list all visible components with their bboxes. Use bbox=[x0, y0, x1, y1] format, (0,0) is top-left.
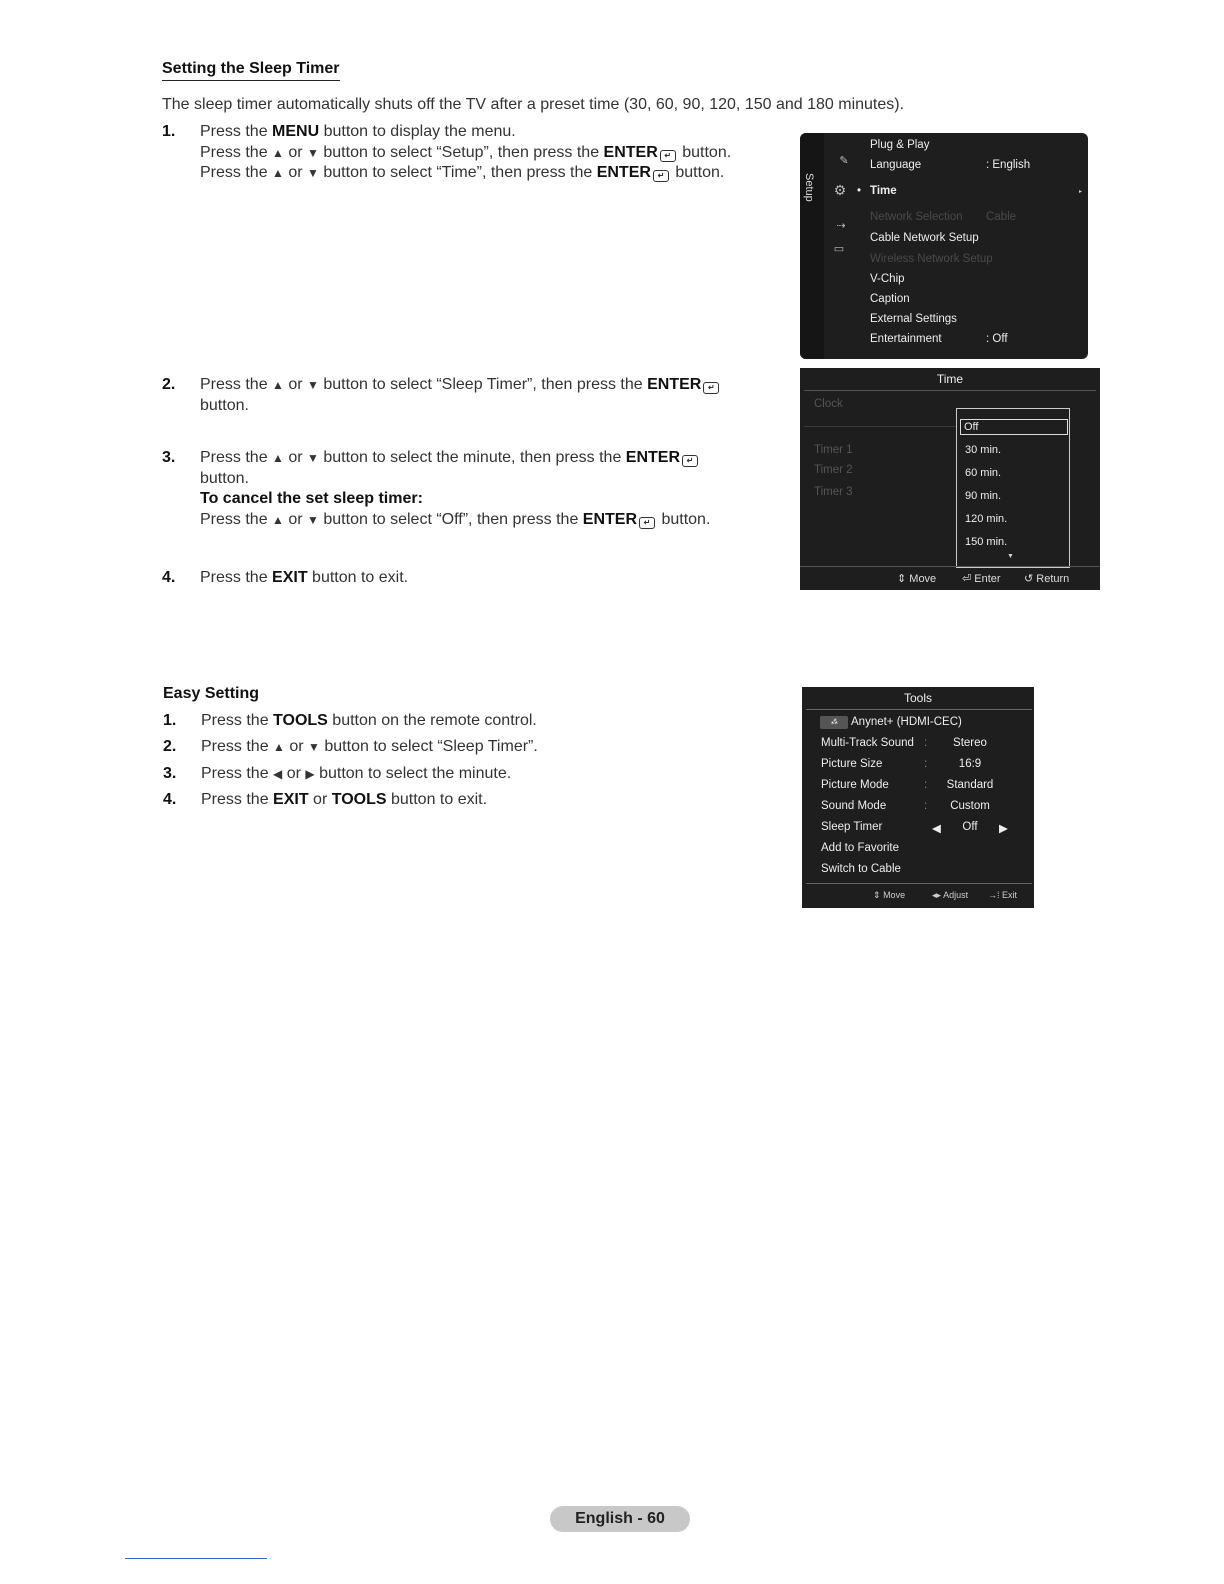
time-menu-item[interactable]: Timer 2 bbox=[814, 464, 853, 476]
footer-enter: Enter bbox=[974, 573, 1001, 585]
step-line: button. bbox=[200, 396, 249, 414]
setup-menu-item[interactable]: Caption bbox=[870, 293, 910, 305]
arrow-icon: ▼ bbox=[307, 145, 319, 160]
setup-menu-screen bbox=[800, 133, 1088, 359]
setup-menu-item[interactable]: V-Chip bbox=[870, 273, 905, 285]
tools-menu-item[interactable]: Add to Favorite bbox=[821, 842, 899, 854]
tools-menu-value: Standard bbox=[946, 779, 994, 791]
enter-icon: ↵ bbox=[703, 382, 719, 394]
setup-menu-item[interactable]: Network Selection bbox=[870, 211, 963, 223]
adjust-icon: ◂▸ bbox=[932, 890, 942, 900]
step-line: Press the ▲ or ▼ button to select “Off”, then press the ENTER ↵ button. bbox=[200, 510, 711, 528]
step-line: Press the ▲ or ▼ button to select “Time”, then press the ENTER ↵ button. bbox=[200, 164, 725, 181]
step-number: 2. bbox=[163, 738, 177, 755]
arrow-icon: ▼ bbox=[307, 512, 319, 527]
step bbox=[162, 375, 802, 416]
step bbox=[162, 122, 802, 184]
arrow-icon: ▲ bbox=[272, 166, 284, 180]
step-number: 3. bbox=[163, 765, 177, 782]
arrow-icon: ▼ bbox=[307, 451, 319, 465]
sleep-timer-option[interactable]: 60 min. bbox=[965, 467, 1002, 479]
arrow-icon: ▲ bbox=[272, 512, 284, 527]
step-number: 1. bbox=[162, 123, 176, 140]
anynet-logo-icon: ⁂ bbox=[820, 716, 848, 729]
arrow-icon: ▼ bbox=[307, 166, 319, 180]
step-line: Press the ◀ or ▶ button to select the minute. bbox=[201, 765, 512, 782]
step-line: Press the ▲ or ▼ button to select “Sleep Timer”, then press the ENTER ↵ bbox=[200, 375, 800, 396]
move-icon: ⇕ bbox=[873, 890, 881, 900]
arrow-icon: ▼ bbox=[308, 740, 320, 754]
easy-setting-title: Easy Setting bbox=[163, 685, 260, 702]
section-title: Setting the Sleep Timer bbox=[162, 60, 340, 81]
tools-menu-item[interactable]: Sleep Timer bbox=[821, 821, 883, 833]
tools-menu-item[interactable]: Picture Size bbox=[821, 758, 883, 770]
step bbox=[162, 448, 802, 530]
exit-icon: →⁞ bbox=[988, 890, 1000, 900]
step-number: 4. bbox=[162, 569, 176, 586]
scroll-down-icon: ▼ bbox=[1007, 553, 1014, 560]
setup-menu-value: : English bbox=[986, 159, 1031, 171]
step-number: 1. bbox=[163, 712, 177, 729]
footer-return: Return bbox=[1036, 573, 1070, 585]
time-menu-item[interactable]: Clock bbox=[814, 398, 843, 410]
sleep-timer-option[interactable]: Off bbox=[960, 419, 1068, 435]
footnote-rule bbox=[125, 1558, 267, 1559]
step-line: Press the ▲ or ▼ button to select “Sleep Timer”. bbox=[201, 738, 538, 755]
time-menu-item[interactable]: Timer 3 bbox=[814, 486, 853, 498]
move-icon: ⇕ bbox=[897, 573, 907, 585]
picture-icon: ✎ bbox=[839, 155, 849, 167]
step-line: button. bbox=[200, 469, 249, 487]
enter-icon: ↵ bbox=[639, 517, 655, 529]
submenu-arrow-icon: ▸ bbox=[1079, 189, 1083, 195]
intro-text: The sleep timer automatically shuts off the TV after a preset time (30, 60, 90, 120, 150 and 180 minutes). bbox=[162, 96, 905, 113]
sleep-timer-option[interactable]: 120 min. bbox=[965, 513, 1008, 525]
tools-menu-item[interactable]: Sound Mode bbox=[821, 800, 887, 812]
setup-gear-icon: ⚙ bbox=[833, 182, 847, 198]
tools-menu-item[interactable]: Switch to Cable bbox=[821, 863, 901, 875]
enter-icon: ↵ bbox=[682, 455, 698, 467]
step-number: 2. bbox=[162, 376, 176, 393]
footer-move: Move bbox=[909, 573, 937, 585]
setup-menu-item[interactable]: Cable Network Setup bbox=[870, 232, 979, 244]
arrow-icon: ▶ bbox=[305, 767, 315, 781]
selected-bullet-icon: • bbox=[857, 185, 862, 197]
arrow-icon: ▲ bbox=[273, 740, 285, 754]
step-number: 3. bbox=[162, 449, 176, 466]
enter-icon: ↵ bbox=[660, 150, 676, 162]
footer-exit: Exit bbox=[1002, 890, 1018, 900]
step bbox=[162, 568, 802, 589]
sleep-timer-dropdown[interactable] bbox=[956, 408, 1070, 568]
arrow-icon: ▲ bbox=[272, 451, 284, 465]
setup-menu-item[interactable]: Plug & Play bbox=[870, 139, 930, 151]
step bbox=[163, 737, 803, 758]
step-line: Press the ▲ or ▼ button to select “Setup”, then press the ENTER ↵ button. bbox=[200, 143, 732, 161]
footer-adjust: Adjust bbox=[943, 890, 969, 900]
page-number-badge: English - 60 bbox=[550, 1506, 690, 1532]
arrow-icon: ▼ bbox=[307, 378, 319, 392]
setup-menu-item[interactable]: External Settings bbox=[870, 313, 957, 325]
right-arrow-icon[interactable]: ▶ bbox=[999, 823, 1008, 835]
setup-menu-item[interactable]: Entertainment bbox=[870, 333, 942, 345]
tools-menu-value: Custom bbox=[950, 800, 990, 812]
sleep-timer-option[interactable]: 90 min. bbox=[965, 490, 1002, 502]
arrow-icon: ▲ bbox=[272, 378, 284, 392]
tools-menu-screen: Tools ⁂ Anynet+ (HDMI-CEC) Multi-Track Sound : Stereo Picture Size : 16:9 Picture Mode : Standard Sound Mode : Custom Sleep Timer Off ◀ ▶ Add to Favorite Switch to Cable ⇕ Move ◂▸ Adjust →⁞ Exit bbox=[802, 687, 1034, 908]
anynet-item[interactable]: Anynet+ (HDMI-CEC) bbox=[851, 716, 962, 728]
setup-menu-item[interactable]: Language bbox=[870, 159, 922, 171]
tools-menu-value: Off bbox=[962, 821, 978, 833]
setup-menu-value: Cable bbox=[986, 211, 1017, 223]
setup-side-label: Setup bbox=[803, 173, 815, 202]
setup-menu-value: : Off bbox=[986, 333, 1008, 345]
sleep-timer-option[interactable]: 150 min. bbox=[965, 536, 1008, 548]
enter-icon: ↵ bbox=[653, 170, 669, 182]
input-icon: ⇢ bbox=[836, 220, 846, 232]
step-number: 4. bbox=[163, 791, 177, 808]
step bbox=[163, 711, 803, 732]
tools-menu-item[interactable]: Picture Mode bbox=[821, 779, 889, 791]
setup-menu-item[interactable]: Time bbox=[870, 185, 897, 197]
tools-menu-value: 16:9 bbox=[958, 758, 982, 770]
step-line: Press the EXIT or TOOLS button to exit. bbox=[201, 791, 488, 808]
arrow-icon: ▲ bbox=[272, 145, 284, 160]
step bbox=[163, 764, 803, 785]
arrow-icon: ◀ bbox=[273, 767, 283, 781]
time-menu-title: Time bbox=[936, 372, 964, 386]
step-line: Press the MENU button to display the menu. bbox=[200, 123, 516, 140]
step-line: To cancel the set sleep timer: bbox=[200, 490, 423, 507]
step-line: Press the EXIT button to exit. bbox=[200, 569, 409, 586]
support-icon: ▭ bbox=[833, 243, 845, 255]
step-line: Press the TOOLS button on the remote control. bbox=[201, 712, 537, 729]
tools-menu-title: Tools bbox=[903, 691, 932, 705]
time-menu-screen bbox=[800, 368, 1100, 590]
time-menu-item[interactable]: Timer 1 bbox=[814, 444, 853, 456]
left-arrow-icon[interactable]: ◀ bbox=[932, 823, 941, 835]
footer-move: Move bbox=[883, 890, 906, 900]
tools-menu-item[interactable]: Multi-Track Sound bbox=[821, 737, 914, 749]
setup-menu-item[interactable]: Wireless Network Setup bbox=[870, 253, 993, 265]
tools-menu-value: Stereo bbox=[953, 737, 987, 749]
step bbox=[163, 790, 803, 811]
return-icon: ↺ bbox=[1024, 573, 1034, 585]
sleep-timer-option[interactable]: 30 min. bbox=[965, 444, 1002, 456]
enter-icon: ⏎ bbox=[962, 573, 972, 585]
step-line: Press the ▲ or ▼ button to select the minute, then press the ENTER ↵ bbox=[200, 448, 800, 469]
